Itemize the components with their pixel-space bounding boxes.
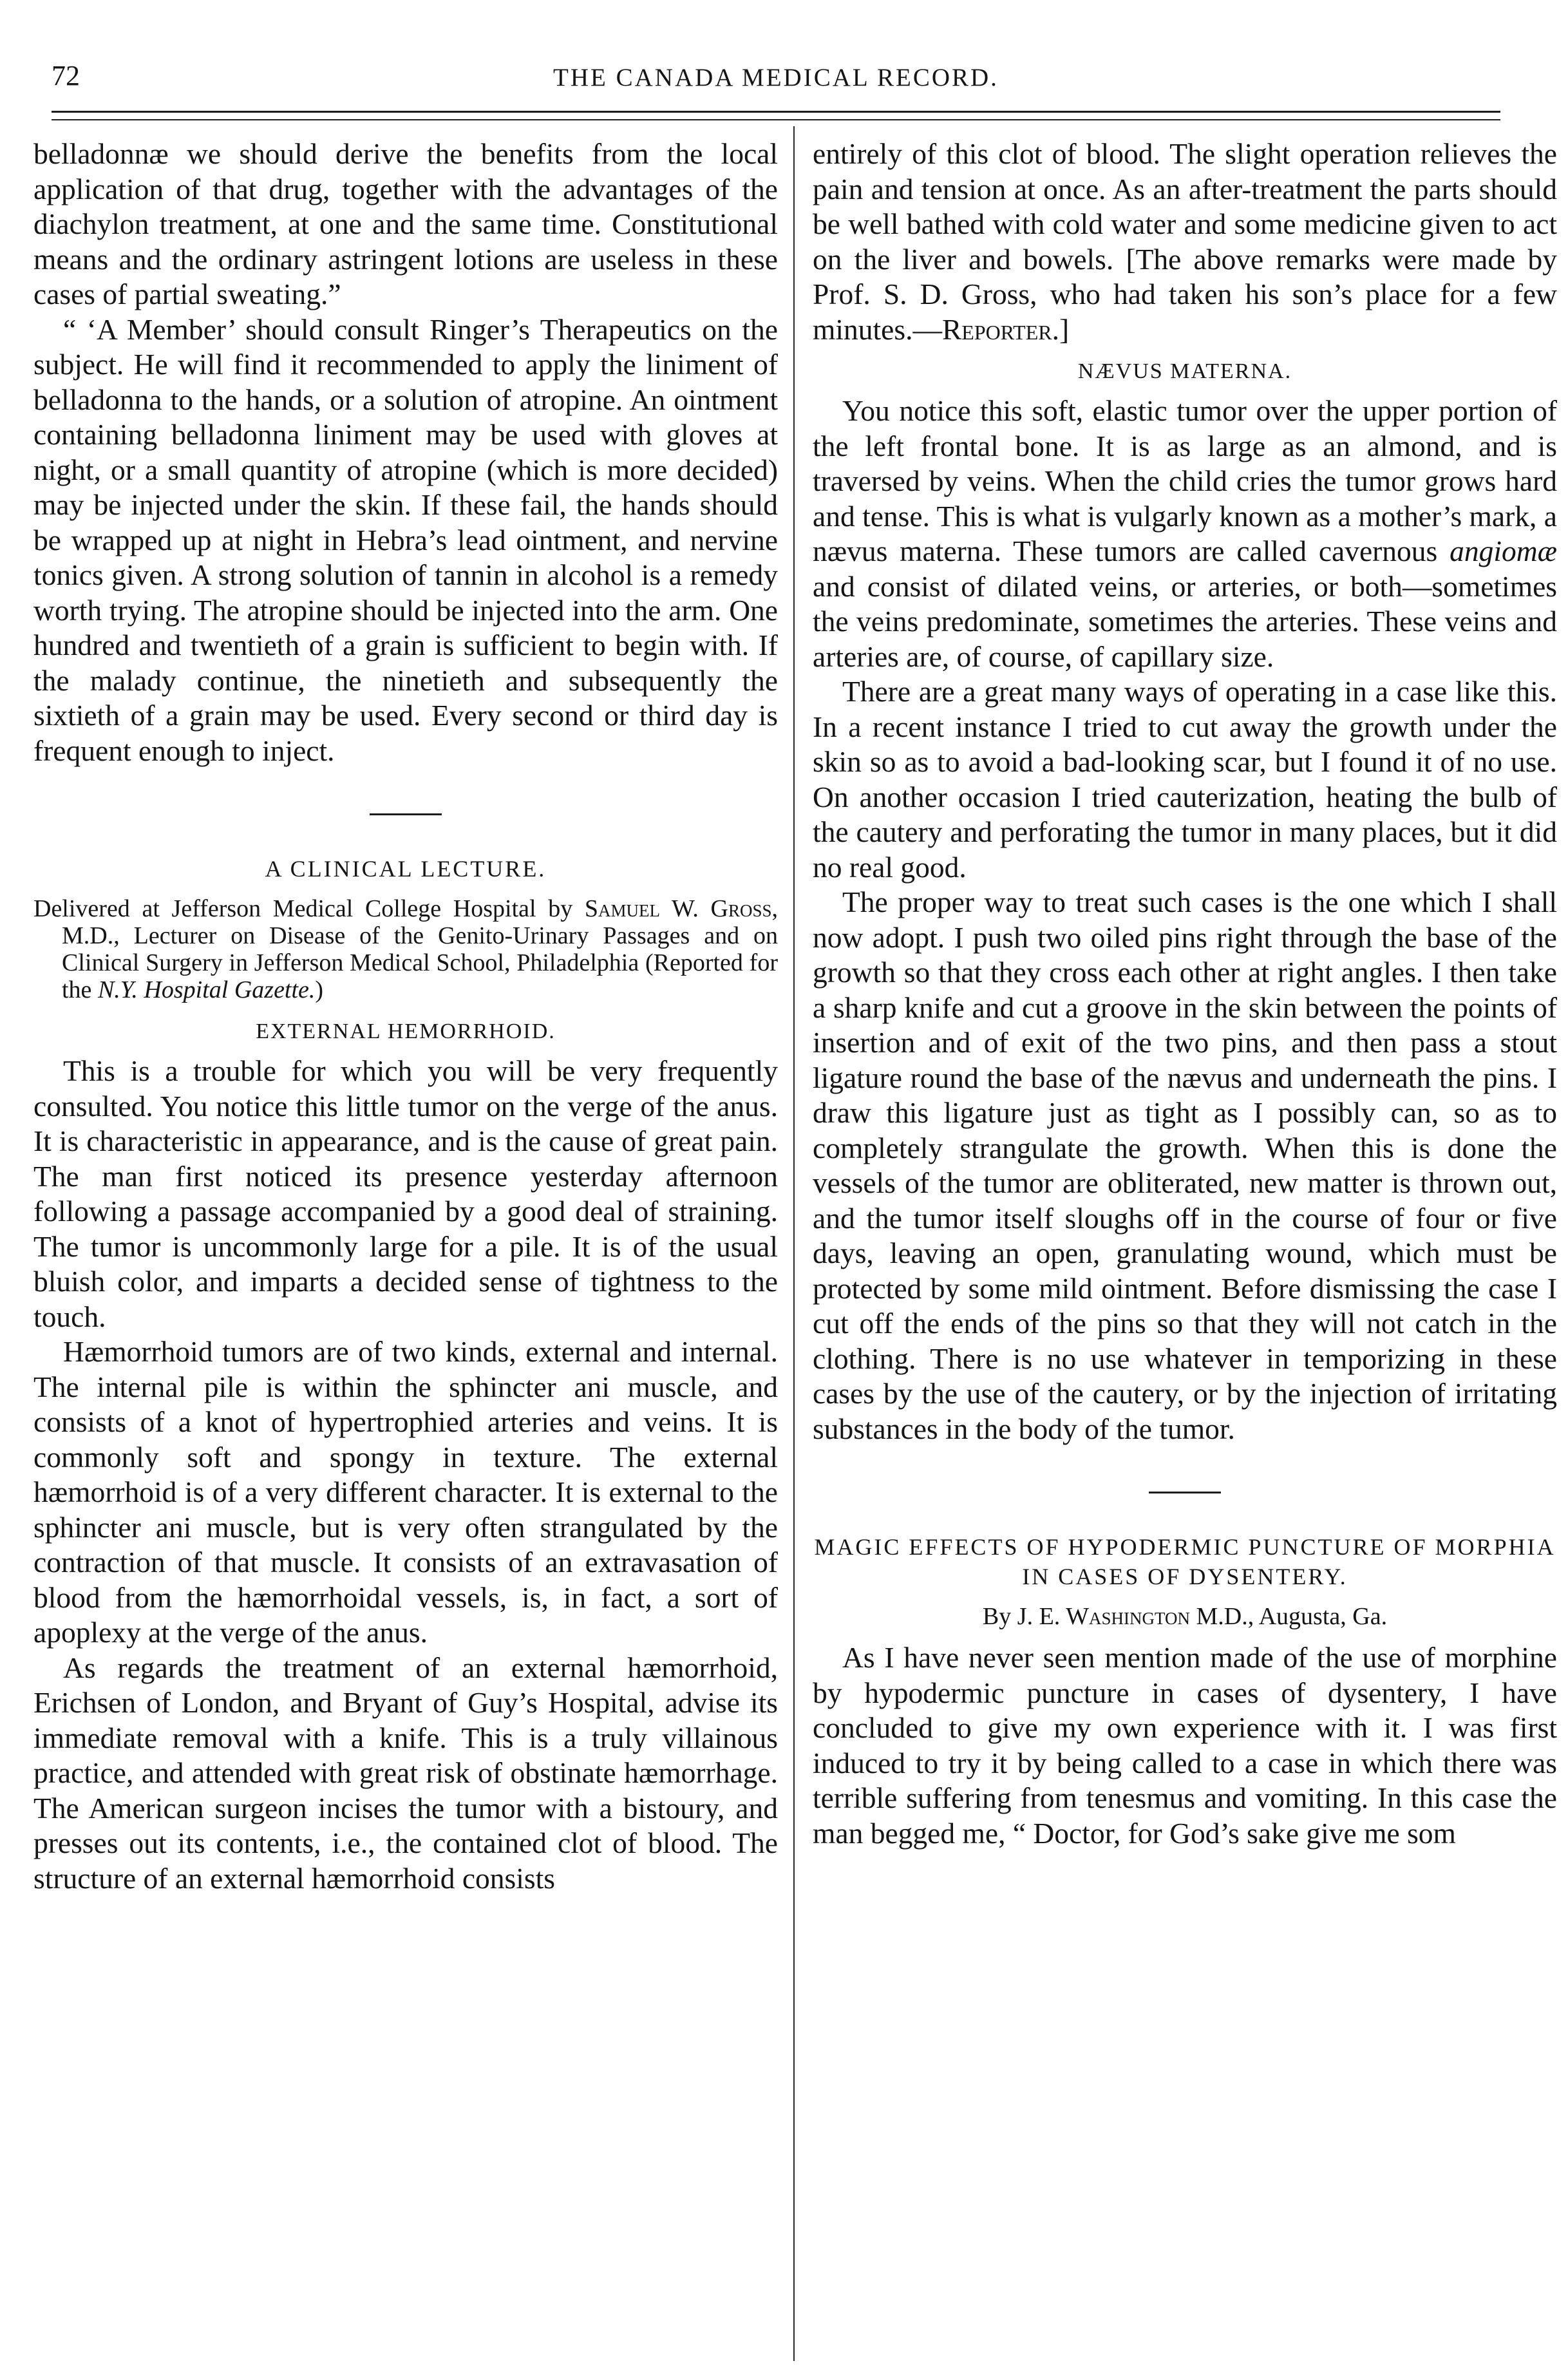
paragraph — [813, 137, 1557, 347]
paragraph: As regards the treatment of an external hæmorrhoid, Erichsen of London, and Bryant of Guy’s Hospital, advise its immediate removal with a knife. This is a truly villainous practice, and attended with great risk of obstinate hæmorrhage. The American surgeon incises the tumor with a bistoury, and presses out its contents, i.e., the contained clot of blood. The structure of an external hæmorrhoid consists — [33, 1651, 778, 1895]
section-heading: NÆVUS MATERNA. — [1077, 359, 1292, 383]
article-byline — [813, 1600, 1557, 1633]
paragraph-text: You notice this soft, elastic tumor over the upper portion of the left frontal bone. It is as large as an almond, and is traversed by veins. When the child cries the tumor grows hard and tense. This is what is vulgarly known as a mother’s mark, a nævus materna. These tumors are called cavernous — [813, 394, 1557, 567]
page-number: 72 — [52, 60, 80, 91]
paragraph: belladonnæ we should derive the benefits from the local application of that drug, together with the advantages of the diachylon treatment, at one and the same time. Constitutional means and the ordinary astringent lotions are useless in these cases of partial sweating.” — [33, 137, 778, 310]
paragraph: This is a trouble for which you will be very frequently consulted. You notice this little tumor on the verge of the anus. It is characteristic in appearance, and is the cause of great pain. The man first noticed its presence yesterday afternoon following a passage accompanied by a good deal of straining. The tumor is uncommonly large for a pile. It is of the usual bluish color, and imparts a decided sense of tightness to the touch. — [33, 1054, 778, 1333]
paragraph: “ ‘A Member’ should consult Ringer’s Therapeutics on the subject. He will find it recommended to apply the liniment of belladonna to the hands, or a solution of atropine. An ointment containing belladonna liniment may be used with gloves at night, or a small quantity of atropine (which is more decided) may be injected under the skin. If these fail, the hands should be wrapped up at night in Hebra’s lead ointment, and nervine tonics given. A strong solution of tannin in alcohol is a remedy worth trying. The atropine should be injected into the arm. One hundred and twentieth of a grain is sufficient to begin with. If the malady continue, the ninetieth and subsequently the sixtieth of a grain may be used. Every second or third day is frequent enough to inject. — [33, 312, 778, 767]
byline-author: J. E. Washington — [1017, 1603, 1190, 1630]
column-divider — [793, 126, 795, 2361]
byline-text: M.D., Augusta, Ga. — [1189, 1603, 1388, 1630]
paragraph-text: ] — [1059, 312, 1070, 346]
delivery-journal: N.Y. Hospital Gazette. — [97, 976, 316, 1003]
italic-term: angiomæ — [1450, 535, 1557, 567]
header-rule-bottom — [52, 119, 1500, 120]
right-column — [813, 137, 1557, 1851]
paragraph: Hæmorrhoid tumors are of two kinds, external and internal. The internal pile is within the sphincter ani muscle, and consists of a knot of hypertrophied arteries and veins. It is commonly soft and spongy in texture. The external hæmorrhoid is of a very different character. It is external to the sphincter ani muscle, but is very often strangulated by the contraction of that muscle. It consists of an extravasation of blood from the hæmorrhoidal vessels, is, in fact, a sort of apoplexy at the verge of the anus. — [33, 1335, 778, 1649]
section-separator — [370, 813, 442, 815]
delivery-text: ) — [315, 976, 324, 1003]
section-separator — [1149, 1492, 1221, 1493]
byline-text: By — [982, 1603, 1017, 1630]
article-delivery-note — [33, 895, 778, 1003]
reporter-credit: Reporter. — [941, 312, 1059, 346]
left-column — [33, 137, 778, 1896]
paragraph: There are a great many ways of operating in a case like this. In a recent instance I tried to cut away the growth under the skin so as to avoid a bad-looking scar, but I found it of no use. On another occasion I tried cauterization, heating the bulb of the cautery and perforating the tumor in many places, but it did no real good. — [813, 675, 1557, 884]
article-title: MAGIC EFFECTS OF HYPODERMIC PUNCTURE OF MORPHIA IN CASES OF DYSENTERY. — [814, 1534, 1556, 1589]
section-heading: EXTERNAL HEMORRHOID. — [256, 1019, 556, 1043]
paragraph-text: and consist of dilated veins, or arteries, or both—sometimes the veins predominate, sometimes the arteries. These veins and arteries are, of course, of capillary size. — [813, 569, 1557, 673]
paragraph-text: entirely of this clot of blood. The slight operation relieves the pain and tension at once. As an after-treatment the parts should be well bathed with cold water and some medicine given to act on the liver and bowels. [The above remarks were made by Prof. S. D. Gross, who had taken his son’s place for a few minutes.— — [813, 137, 1557, 346]
header-rule-top — [52, 111, 1500, 113]
delivery-text: Delivered at Jefferson Medical College Hospital by — [33, 895, 585, 922]
page-header — [52, 59, 1500, 104]
paragraph: The proper way to treat such cases is the one which I shall now adopt. I push two oiled pins right through the base of the growth so that they cross each other at right angles. I then take a sharp knife and cut a groove in the skin between the points of insertion and of exit of the two pins, and then pass a stout ligature round the base of the nævus and underneath the pins. I draw this ligature just as tight as I possibly can, so as to completely strangulate the growth. When this is done the vessels of the tumor are obliterated, new matter is thrown out, and the tumor itself sloughs off in the course of four or five days, leaving an open, granulating wound, which must be protected by some mild ointment. Before dismissing the case I cut off the ends of the pins so that they will not catch in the clothing. There is no use whatever in temporizing in these cases by the use of the cautery, or by the injection of irritating substances in the body of the tumor. — [813, 886, 1557, 1445]
running-head-title: THE CANADA MEDICAL RECORD. — [553, 64, 999, 91]
delivery-text: , M.D., Lecturer on Disease of the Genito-Urinary Passages and on Clinical Surgery in Jefferson Medical School, Philadelphia (Reported for the — [62, 895, 778, 1003]
delivery-author: Samuel W. Gross — [584, 895, 772, 922]
paragraph — [813, 393, 1557, 674]
paragraph: As I have never seen mention made of the use of morphine by hypodermic puncture in cases of dysentery, I have concluded to give my own experience with it. I was first induced to try it by being called to a case in which there was terrible suffering from tenesmus and vomiting. In this case the man begged me, “ Doctor, for God’s sake give me som — [813, 1641, 1557, 1850]
article-title: A CLINICAL LECTURE. — [265, 856, 547, 882]
